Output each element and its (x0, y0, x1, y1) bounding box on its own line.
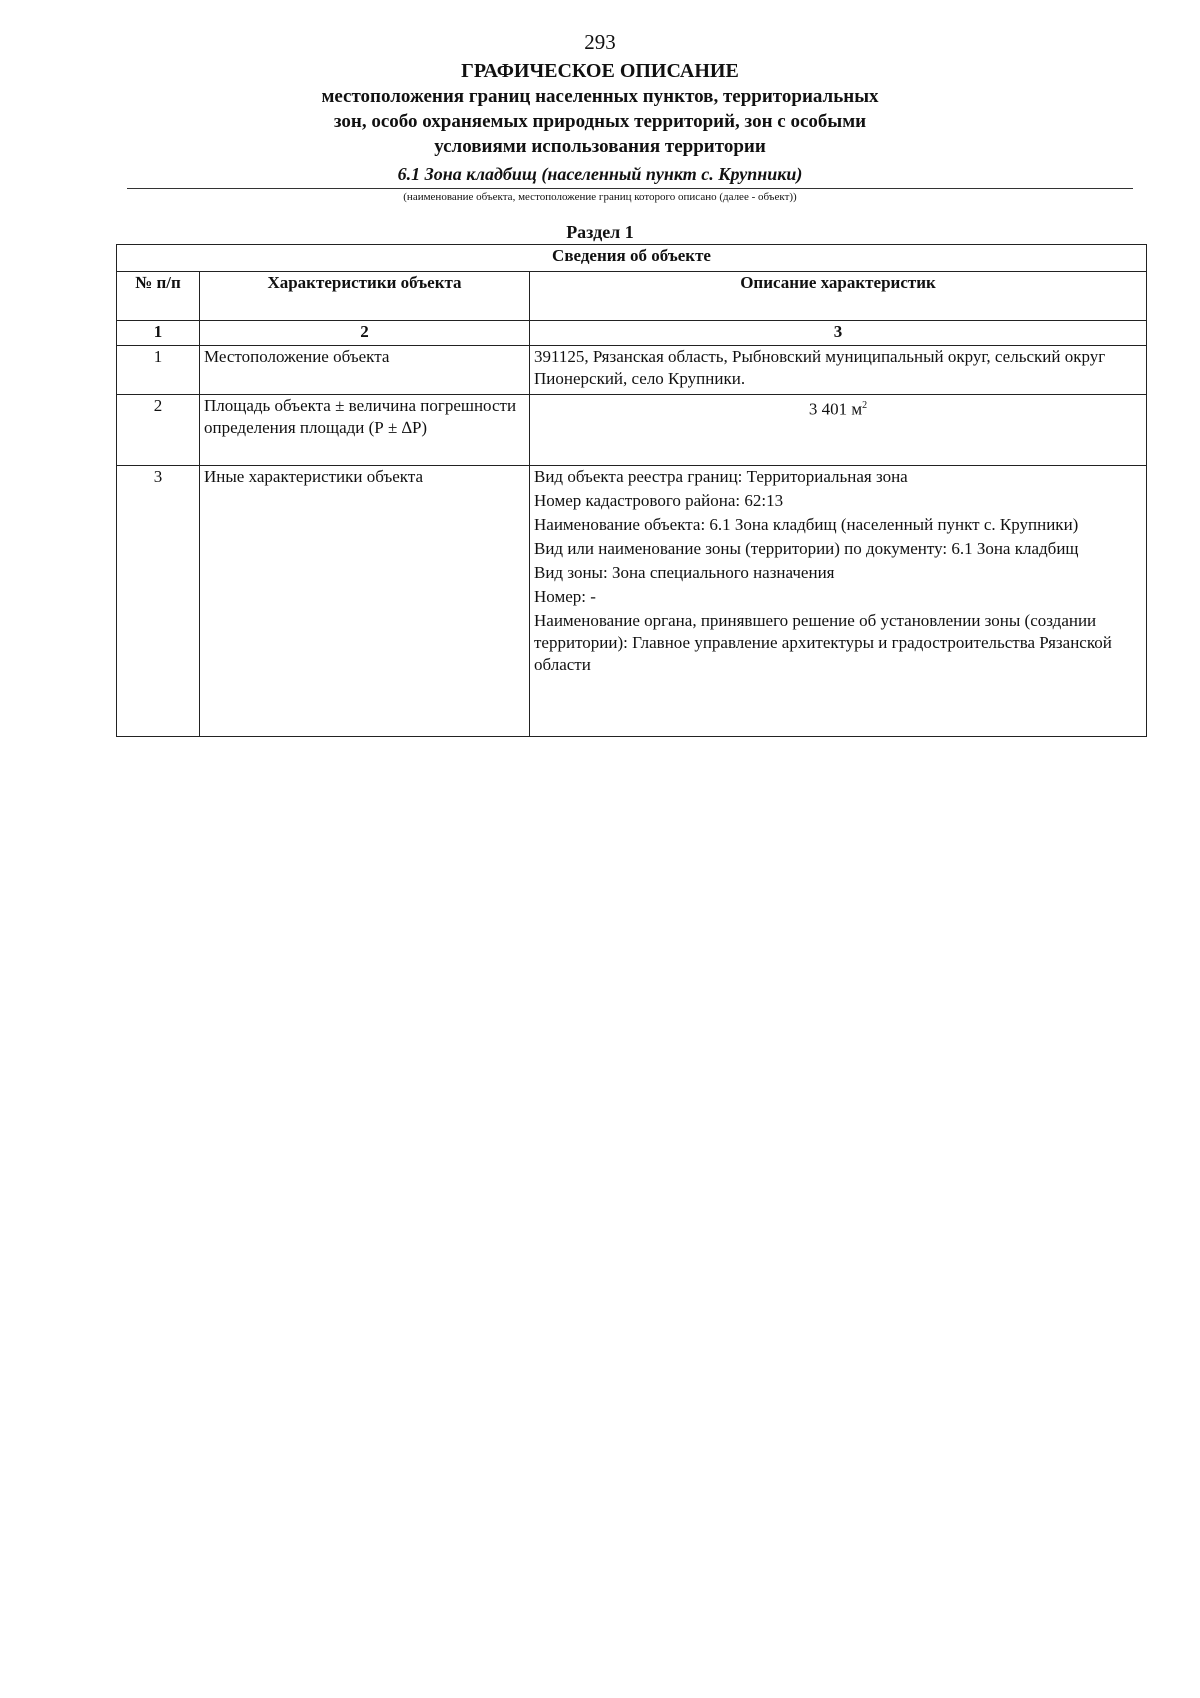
row-number: 1 (117, 346, 200, 395)
title-main: ГРАФИЧЕСКОЕ ОПИСАНИЕ (461, 60, 739, 82)
object-caption: (наименование объекта, местоположение границ которого описано (далее - объект)) (403, 191, 797, 203)
page-number: 293 (584, 30, 616, 54)
description-line: Наименование органа, принявшего решение об установлении зоны (создании территории): Главное управление архитектуры и градостроительства Рязанской области (534, 611, 1112, 674)
header-description: Описание характеристик (530, 272, 1147, 321)
row-characteristic: Местоположение объекта (200, 346, 530, 395)
area-value: 3 401 м (808, 399, 863, 419)
title-line-2: зон, особо охраняемых природных территорий, зон с особыми (333, 111, 867, 132)
description-line: Номер: - (534, 587, 596, 606)
object-underline (127, 188, 1133, 189)
description-line: Вид объекта реестра границ: Территориальная зона (534, 467, 908, 486)
table-caption-row (117, 245, 1147, 272)
description-line: Номер кадастрового района: 62:13 (534, 491, 784, 510)
title-line-3: условиями использования территории (434, 136, 766, 157)
document-title (0, 58, 1200, 159)
row-number: 3 (117, 466, 200, 737)
column-number-2: 2 (200, 321, 530, 346)
column-number-3: 3 (530, 321, 1147, 346)
object-name: 6.1 Зона кладбищ (населенный пункт с. Крупники) (397, 164, 803, 184)
table-header-row (117, 272, 1147, 321)
section-title: Раздел 1 (566, 222, 634, 242)
column-number-1: 1 (117, 321, 200, 346)
table-row (117, 395, 1147, 466)
object-info-table (116, 244, 1147, 737)
header-num: № п/п (117, 272, 200, 321)
description-line: Вид зоны: Зона специального назначения (534, 563, 835, 582)
title-line-1: местоположения границ населенных пунктов, территориальных (321, 86, 879, 107)
description-line: Наименование объекта: 6.1 Зона кладбищ (населенный пункт с. Крупники) (534, 515, 1079, 534)
table-row (117, 466, 1147, 737)
row-number: 2 (117, 395, 200, 466)
header-characteristics: Характеристики объекта (200, 272, 530, 321)
row-description (530, 466, 1147, 737)
table-row (117, 346, 1147, 395)
column-number-row (117, 321, 1147, 346)
area-unit-superscript: 2 (862, 400, 868, 411)
row-characteristic: Иные характеристики объекта (200, 466, 530, 737)
table-caption: Сведения об объекте (117, 245, 1147, 272)
row-description: 391125, Рязанская область, Рыбновский муниципальный округ, сельский округ Пионерский, село Крупники. (530, 346, 1147, 395)
row-description (530, 395, 1147, 466)
description-line: Вид или наименование зоны (территории) по документу: 6.1 Зона кладбищ (534, 539, 1079, 558)
row-characteristic: Площадь объекта ± величина погрешности определения площади (Р ± ∆Р) (200, 395, 530, 466)
